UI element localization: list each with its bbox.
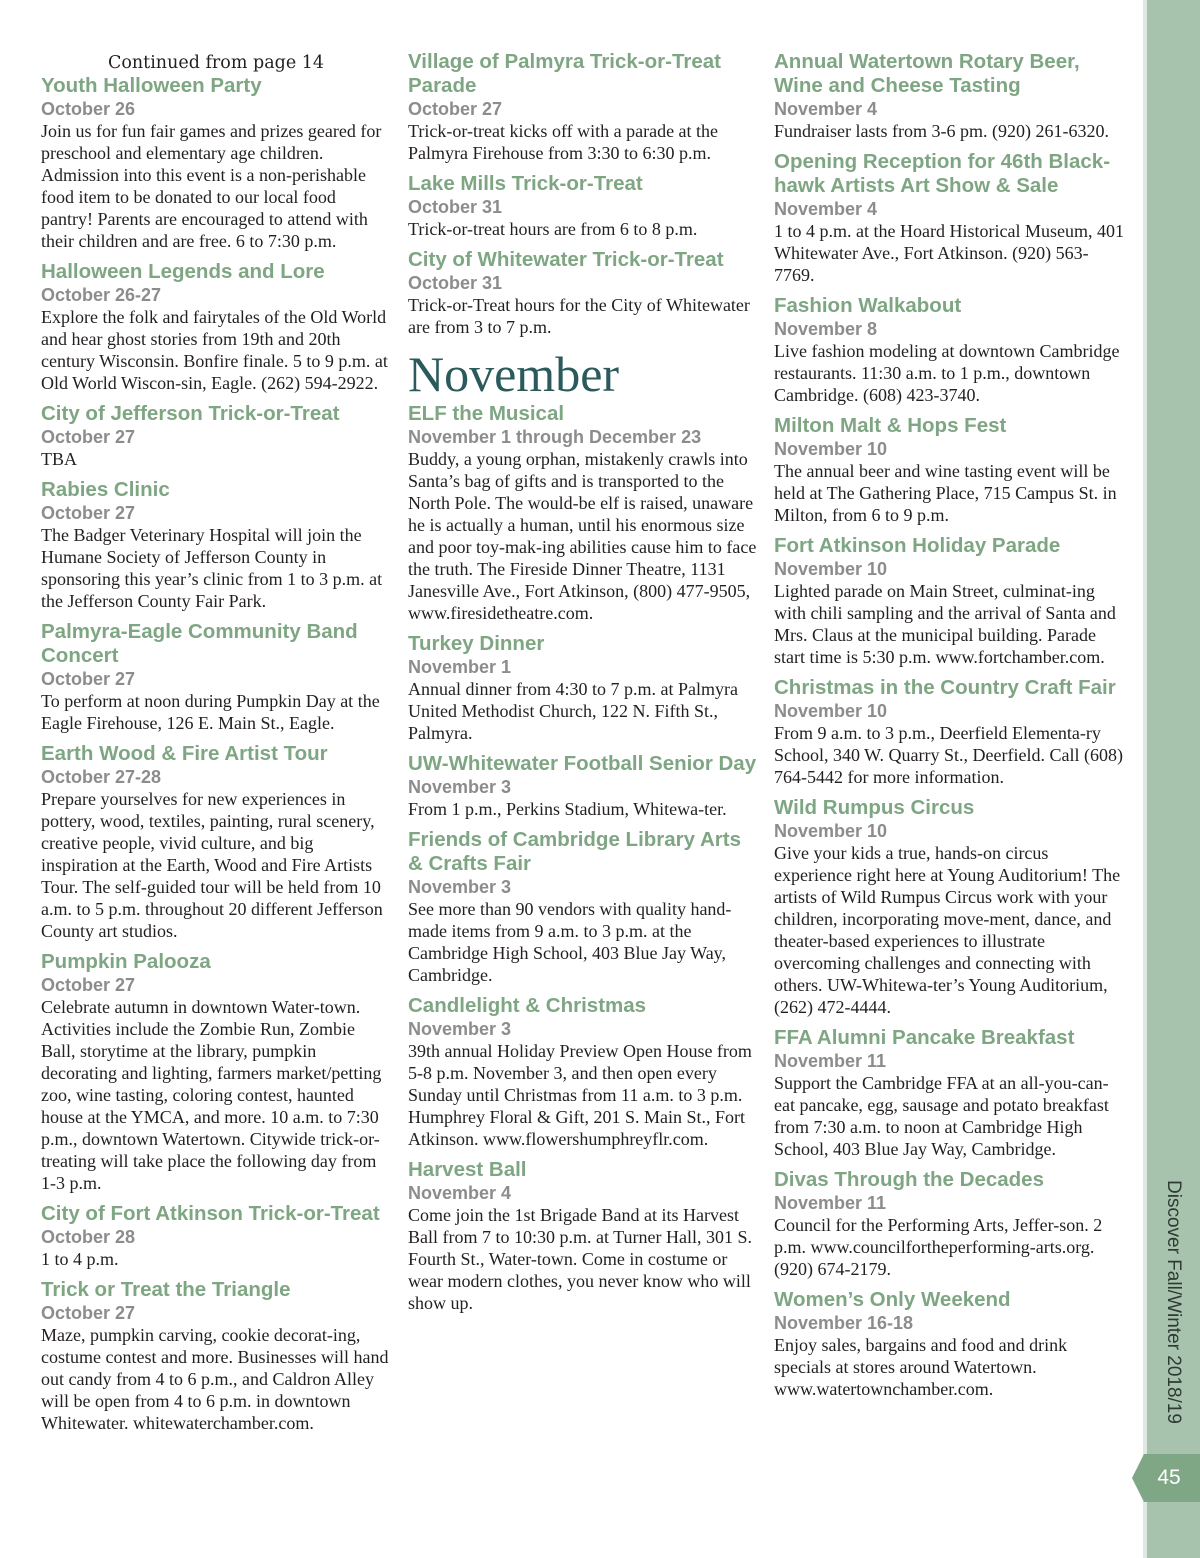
event-entry bbox=[774, 1288, 1126, 1400]
page-number: 45 bbox=[1157, 1466, 1181, 1489]
event-entry bbox=[408, 402, 758, 624]
event-desc: Council for the Performing Arts, Jeffer-son. 2 p.m. www.councilfortheperforming-arts.org. (920) 674-2179. bbox=[774, 1215, 1103, 1279]
event-title: Opening Reception for 46th Black-hawk Artists Art Show & Sale bbox=[774, 150, 1111, 197]
event-desc: To perform at noon during Pumpkin Day at the Eagle Firehouse, 126 E. Main St., Eagle. bbox=[41, 691, 380, 733]
event-date: October 31 bbox=[408, 197, 503, 217]
event-entry bbox=[41, 950, 391, 1194]
event-date: October 31 bbox=[408, 273, 503, 293]
event-title: Village of Palmyra Trick-or-Treat Parade bbox=[408, 50, 721, 97]
event-title: Annual Watertown Rotary Beer, Wine and Cheese Tasting bbox=[774, 50, 1080, 97]
event-desc: The annual beer and wine tasting event will be held at The Gathering Place, 715 Campus St. in Milton, from 6 to 9 p.m. bbox=[774, 461, 1117, 525]
event-title: Candlelight & Christmas bbox=[408, 994, 647, 1017]
event-title: Turkey Dinner bbox=[408, 632, 545, 655]
event-title: Fort Atkinson Holiday Parade bbox=[774, 534, 1061, 557]
event-title: City of Whitewater Trick-or-Treat bbox=[408, 248, 724, 271]
event-desc: Live fashion modeling at downtown Cambridge restaurants. 11:30 a.m. to 1 p.m., downtown Cambridge. (608) 423-3740. bbox=[774, 341, 1120, 405]
event-entry bbox=[774, 676, 1126, 788]
event-entry bbox=[41, 402, 391, 470]
event-date: November 10 bbox=[774, 439, 888, 459]
event-date: October 27 bbox=[41, 1303, 136, 1323]
event-desc: Fundraiser lasts from 3-6 pm. (920) 261-6320. bbox=[774, 121, 1109, 141]
event-desc: The Badger Veterinary Hospital will join the Humane Society of Jefferson County in sponsoring this year’s clinic from 1 to 3 p.m. at the Jefferson County Fair Park. bbox=[41, 525, 383, 611]
event-entry bbox=[41, 1202, 391, 1270]
event-date: November 4 bbox=[408, 1183, 512, 1203]
event-title: Pumpkin Palooza bbox=[41, 950, 211, 973]
event-desc: Explore the folk and fairytales of the Old World and hear ghost stories from 19th and 20th century Wisconsin. Bonfire finale. 5 to 9 p.m. at Old World Wiscon-sin, Eagle. (262) 594-2922. bbox=[41, 307, 388, 393]
event-list bbox=[408, 50, 758, 338]
event-title: Rabies Clinic bbox=[41, 478, 170, 501]
event-entry bbox=[41, 260, 391, 394]
event-date: November 3 bbox=[408, 877, 512, 897]
event-date: November 11 bbox=[774, 1051, 887, 1071]
event-entry bbox=[774, 534, 1126, 668]
event-date: November 10 bbox=[774, 821, 888, 841]
event-date: November 1 bbox=[408, 657, 512, 677]
event-entry bbox=[408, 632, 758, 744]
event-date: October 27 bbox=[41, 427, 136, 447]
publication-label: Discover Fall/Winter 2018/19 bbox=[1163, 1180, 1184, 1424]
event-desc: Lighted parade on Main Street, culminat-ing with chili sampling and the arrival of Santa and Mrs. Claus at the municipal building. Parade start time is 5:30 p.m. www.fortchamber.com. bbox=[774, 581, 1116, 667]
event-date: October 26-27 bbox=[41, 285, 162, 305]
event-desc: Prepare yourselves for new experiences in pottery, wood, textiles, painting, rural scenery, creative people, vivid culture, and big inspiration at the Earth, Wood and Fire Artists Tour. The self-guided tour will be held from 10 a.m. to 5 p.m. throughout 20 different Jefferson County art studios. bbox=[41, 789, 383, 941]
event-title: Divas Through the Decades bbox=[774, 1168, 1044, 1191]
event-title: Palmyra-Eagle Community Band Concert bbox=[41, 620, 358, 667]
event-desc: Come join the 1st Brigade Band at its Harvest Ball from 7 to 10:30 p.m. at Turner Hall, 301 S. Fourth St., Water-town. Come in costume or wear modern clothes, you never know who will show up. bbox=[408, 1205, 752, 1313]
event-desc: Enjoy sales, bargains and food and drink specials at stores around Watertown. www.watertownchamber.com. bbox=[774, 1335, 1068, 1399]
event-date: November 10 bbox=[774, 559, 888, 579]
event-list bbox=[408, 402, 758, 1314]
event-entry bbox=[774, 796, 1126, 1018]
event-date: November 4 bbox=[774, 99, 878, 119]
event-title: FFA Alumni Pancake Breakfast bbox=[774, 1026, 1075, 1049]
event-entry bbox=[408, 994, 758, 1150]
event-entry bbox=[408, 1158, 758, 1314]
event-title: Lake Mills Trick-or-Treat bbox=[408, 172, 643, 195]
event-title: City of Jefferson Trick-or-Treat bbox=[41, 402, 340, 425]
column-3 bbox=[774, 50, 1126, 1408]
event-entry bbox=[774, 1168, 1126, 1280]
event-date: October 28 bbox=[41, 1227, 136, 1247]
event-entry bbox=[774, 1026, 1126, 1160]
event-title: Wild Rumpus Circus bbox=[774, 796, 975, 819]
event-date: October 27-28 bbox=[41, 767, 162, 787]
event-desc: Maze, pumpkin carving, cookie decorat-ing, costume contest and more. Businesses will hand out candy from 4 to 6 p.m., and Caldron Alley will be open from 4 to 6 p.m. in downtown Whitewater. whitewaterchamber.com. bbox=[41, 1325, 389, 1433]
event-desc: 39th annual Holiday Preview Open House from 5-8 p.m. November 3, and then open every Sunday until Christmas from 11 a.m. to 3 p.m. Humphrey Floral & Gift, 201 S. Main St., Fort Atkinson. www.flowershumphreyflr.com. bbox=[408, 1041, 752, 1149]
event-list bbox=[41, 74, 391, 1434]
event-date: October 27 bbox=[41, 503, 136, 523]
event-desc: Trick-or-Treat hours for the City of Whitewater are from 3 to 7 p.m. bbox=[408, 295, 750, 337]
event-date: November 3 bbox=[408, 1019, 512, 1039]
event-date: November 10 bbox=[774, 701, 888, 721]
event-title: Fashion Walkabout bbox=[774, 294, 962, 317]
event-desc: See more than 90 vendors with quality hand-made items from 9 a.m. to 3 p.m. at the Cambridge High School, 403 Blue Jay Way, Cambridge. bbox=[408, 899, 732, 985]
event-date: November 11 bbox=[774, 1193, 887, 1213]
event-desc: Annual dinner from 4:30 to 7 p.m. at Palmyra United Methodist Church, 122 N. Fifth St., Palmyra. bbox=[408, 679, 738, 743]
event-title: Women’s Only Weekend bbox=[774, 1288, 1011, 1311]
event-entry bbox=[41, 74, 391, 252]
event-entry bbox=[408, 752, 758, 820]
continued-note: Continued from page 14 bbox=[107, 53, 325, 73]
column-1 bbox=[41, 50, 391, 1442]
event-title: Halloween Legends and Lore bbox=[41, 260, 325, 283]
event-list bbox=[774, 50, 1126, 1400]
event-entry bbox=[774, 50, 1126, 142]
event-entry bbox=[774, 294, 1126, 406]
event-desc: Support the Cambridge FFA at an all-you-can-eat pancake, egg, sausage and potato breakfast from 7:30 a.m. to noon at Cambridge High School, 403 Blue Jay Way, Cambridge. bbox=[774, 1073, 1109, 1159]
month-heading: November bbox=[408, 346, 620, 402]
event-date: October 27 bbox=[408, 99, 503, 119]
event-desc: Give your kids a true, hands-on circus experience right here at Young Auditorium! The artists of Wild Rumpus Circus work with your children, incorporating move-ment, dance, and theater-based experiences to illustrate overcoming challenges and connecting with others. UW-Whitewa-ter’s Young Auditorium, (262) 472-4444. bbox=[774, 843, 1121, 1017]
event-date: October 27 bbox=[41, 669, 136, 689]
event-title: Trick or Treat the Triangle bbox=[41, 1278, 291, 1301]
event-entry bbox=[408, 248, 758, 338]
event-date: November 8 bbox=[774, 319, 878, 339]
event-desc: Buddy, a young orphan, mistakenly crawls into Santa’s bag of gifts and is transported to the North Pole. The would-be elf is raised, unaware he is actually a human, until his enormous size and poor toy-mak-ing abilities cause him to face the truth. The Fireside Dinner Theatre, 1131 Janesville Ave., Fort Atkinson, (800) 477-9505, www.firesidetheatre.com. bbox=[408, 449, 757, 623]
event-desc: Trick-or-treat hours are from 6 to 8 p.m. bbox=[408, 219, 698, 239]
event-entry bbox=[774, 414, 1126, 526]
event-entry bbox=[408, 828, 758, 986]
event-title: City of Fort Atkinson Trick-or-Treat bbox=[41, 1202, 380, 1225]
event-title: Earth Wood & Fire Artist Tour bbox=[41, 742, 328, 765]
event-date: October 26 bbox=[41, 99, 136, 119]
event-date: November 16-18 bbox=[774, 1313, 914, 1333]
event-entry bbox=[774, 150, 1126, 286]
event-desc: 1 to 4 p.m. bbox=[41, 1249, 119, 1269]
event-entry bbox=[41, 1278, 391, 1434]
event-desc: Celebrate autumn in downtown Water-town. Activities include the Zombie Run, Zombie Ball, storytime at the library, pumpkin decorating and lighting, farmers market/petting zoo, wine tasting, coloring contest, haunted house at the YMCA, and more. 10 a.m. to 7:30 p.m., downtown Watertown. Citywide trick-or-treating will take place the following day from 1-3 p.m. bbox=[41, 997, 382, 1193]
event-date: November 4 bbox=[774, 199, 878, 219]
event-title: ELF the Musical bbox=[408, 402, 565, 425]
event-entry bbox=[41, 478, 391, 612]
column-2 bbox=[408, 50, 758, 1322]
event-entry bbox=[408, 172, 758, 240]
event-date: November 3 bbox=[408, 777, 512, 797]
event-title: Youth Halloween Party bbox=[41, 74, 262, 97]
event-title: Friends of Cambridge Library Arts & Crafts Fair bbox=[408, 828, 741, 875]
event-desc: Trick-or-treat kicks off with a parade at the Palmyra Firehouse from 3:30 to 6:30 p.m. bbox=[408, 121, 719, 163]
event-desc: From 9 a.m. to 3 p.m., Deerfield Elementa-ry School, 340 W. Quarry St., Deerfield. Call (608) 764-5442 for more information. bbox=[774, 723, 1123, 787]
event-title: Milton Malt & Hops Fest bbox=[774, 414, 1007, 437]
event-desc: Join us for fun fair games and prizes geared for preschool and elementary age children. Admission into this event is a non-perishable food item to be donated to our local food pantry! Parents are encouraged to attend with their children and are free. 6 to 7:30 p.m. bbox=[41, 121, 382, 251]
event-date: November 1 through December 23 bbox=[408, 427, 702, 447]
event-entry bbox=[41, 742, 391, 942]
event-title: UW-Whitewater Football Senior Day bbox=[408, 752, 757, 775]
event-desc: From 1 p.m., Perkins Stadium, Whitewa-ter. bbox=[408, 799, 727, 819]
event-desc: TBA bbox=[41, 449, 77, 469]
event-date: October 27 bbox=[41, 975, 136, 995]
event-title: Harvest Ball bbox=[408, 1158, 527, 1181]
event-entry bbox=[408, 50, 758, 164]
event-desc: 1 to 4 p.m. at the Hoard Historical Museum, 401 Whitewater Ave., Fort Atkinson. (920) 563-7769. bbox=[774, 221, 1124, 285]
event-title: Christmas in the Country Craft Fair bbox=[774, 676, 1116, 699]
event-entry bbox=[41, 620, 391, 734]
